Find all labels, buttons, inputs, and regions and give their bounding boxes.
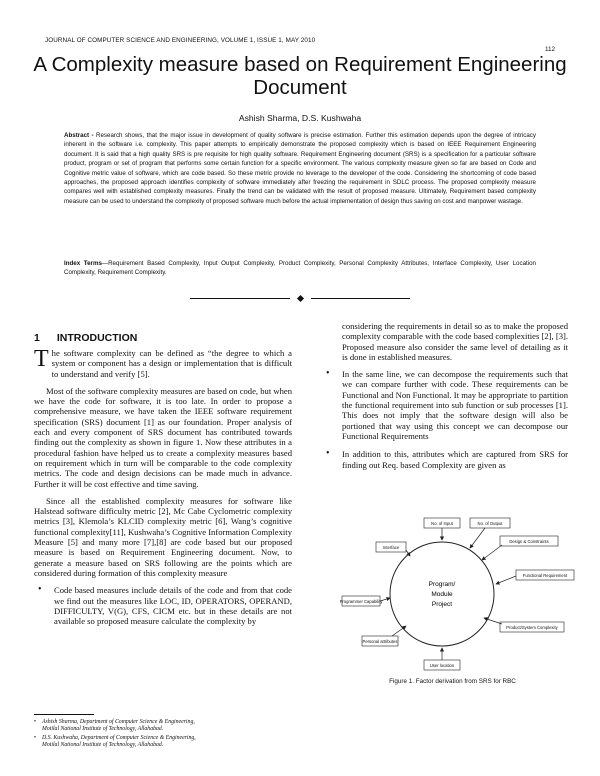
arrow [470,528,485,548]
diamond-icon [296,294,303,301]
footnote-line: • D.S. Kushwaha, Department of Computer Science & Engineering, [42,734,196,741]
box-label: No. of Input [431,521,453,526]
page-number: 112 [545,46,556,53]
bullet-list [34,585,292,626]
paragraph: Most of the software complexity measures are based on code, but when we have the code for software, it is too late. In order to propose a comprehensive measure, we have taken the IEEE software requirement specification (SRS) document [1] as our foundation. Proper analysis of each and every component of SRS document has contributed towards finding out the complexity as shown in figure 1. Now these attributes in a procedural fashion have helped us to create a complexity measures based on requirement which in turn will be comparable to the code complexity metrics. The code and design decisions can be made much in advance. Further it will be cost effective and time saving. [34,385,292,489]
abstract-text: Research shows, that the major issue in development of quality software is precise estimation. Further this estimation depends upon the degree of intricacy inherent in the software i.e. complexity. This paper attempts to empirically demonstrate the proposed complexity which is based on IEEE Requirement Engineering document. It is said that a high quality SRS is pre requisite for high quality software. Requirement Engineering document (SRS) is a specification for a particular software product, program or set of program that performs some certain function for a specific environment. The various complexity measure given so far are based on Code and Cognitive metric value of software, which are code based. So these metric provide no leverage to the developer of the code. Considering the shortcoming of code based approaches, the proposed approach identifies complexity of software immediately after freezing the requirement in SDLC process. The proposed complexity measure compares well with established complexity measures. Finally the trend can be validated with the result of proposed measure. Ultimately, Requirement based complexity measure can be used to understand the complexity of proposed software much before the actual implementation of design thus saving on cost and manpower wastage. [64,132,536,205]
paragraph-text: he software complexity can be defined as “the degree to which a system or component has a design or implementation that is difficult to understand and verify [5]. [51,348,292,379]
box-label: Personal attributes [362,639,398,644]
bullet-item: • Code based measures include details of the code and from that code we find out the measures like LOC, ID, OPERATORS, OPERAND, DIFFICULTY, V(G), CFS, CICM etc. but in these details are not available so proposed measure calculate the complexity by [34,585,292,626]
journal-header: JOURNAL OF COMPUTER SCIENCE AND ENGINEERING, VOLUME 1, ISSUE 1, MAY 2010 [45,37,316,44]
arrow [496,576,516,584]
section-number: 1 [34,332,40,344]
drop-cap: T [34,346,49,372]
section-heading [34,332,137,344]
right-column [322,321,568,478]
section-title: INTRODUCTION [56,332,138,344]
footnote-item [34,735,294,750]
box-label: Functional Requirement [522,573,568,578]
arrow [482,545,502,560]
separator-line-right [311,298,411,299]
box-label: Design & Constraints [509,539,549,544]
center-label-1: Program/ [428,581,456,588]
bullet-list [322,369,568,470]
abstract [64,131,536,206]
abstract-label: Abstract - [64,132,94,139]
index-terms-label: Index Terms [64,260,102,267]
footnote-line: • Ashish Sharma, Department of Computer Science & Engineering, [42,719,195,725]
factor-derivation-figure [340,514,582,674]
footnotes [34,719,294,750]
bullet-item: • In addition to this, attributes which are captured from SRS for finding out Req. based Complexity are given as [322,449,568,470]
box-label: Interface [382,545,400,550]
figure-caption: Figure 1. Factor derivation from SRS for RBC [389,678,516,685]
box-label: No. of Output [477,521,503,526]
paragraph: Since all the established complexity measures for software like Halstead software difficulty metric [2], Mc Cabe Cyclometric complexity metrics [3], Klemola’s KLCID complexity metric [6], Wang’s cognitive functional complexity[11], Kushwaha’s Cognitive Information Complexity Measure [5] and many more [7],[8] are code based but our proposed measure is based on Requirement Engineering document. Now, to generate a measure based on SRS following are the points which are considered during formation of this complexity measure [34,495,292,578]
box-label: Product/System Complexity [506,625,558,630]
paper-title: A Complexity measure based on Requirement Engineering Document [33,53,567,99]
footnote-line: Motilal National Institute of Technology, Allahabad. [42,741,164,748]
footnote-item [34,719,294,734]
center-label-2: Module [431,591,453,598]
arrow [392,626,406,636]
section-separator [190,293,410,303]
footnote-rule [34,714,94,715]
paragraph: considering the requirements in detail so as to make the proposed complexity comparable with the code based complexities [2], [3]. Proposed measure also consider the same level of detailing as it is done in established measures. [342,321,568,362]
index-terms-text: —Requirement Based Complexity, Input Output Complexity, Product Complexity, Personal Complexity Attributes, Interface Complexity, User Location Complexity, Requirement Complexity. [64,260,536,277]
footnote-line: Motilal National Institute of Technology, Allahabad. [42,726,164,733]
paragraph [34,348,292,379]
center-label-3: Project [431,601,453,608]
index-terms [64,259,536,278]
left-column [34,348,292,634]
authors: Ashish Sharma, D.S. Kushwaha [238,113,362,123]
box-label: User location [429,663,455,668]
bullet-item: • In the same line, we can decompose the requirements such that we can compare further with code. These requirements can be Functional and Non Functional. It may be appropriate to partition the functional requirement into sub function or sub processes [1]. This does not imply that the software design will also be portioned that way using this concept we can decompose our Functional Requirements [322,369,568,441]
box-label: Programmer Capability [340,599,383,604]
separator-line-left [190,298,290,299]
